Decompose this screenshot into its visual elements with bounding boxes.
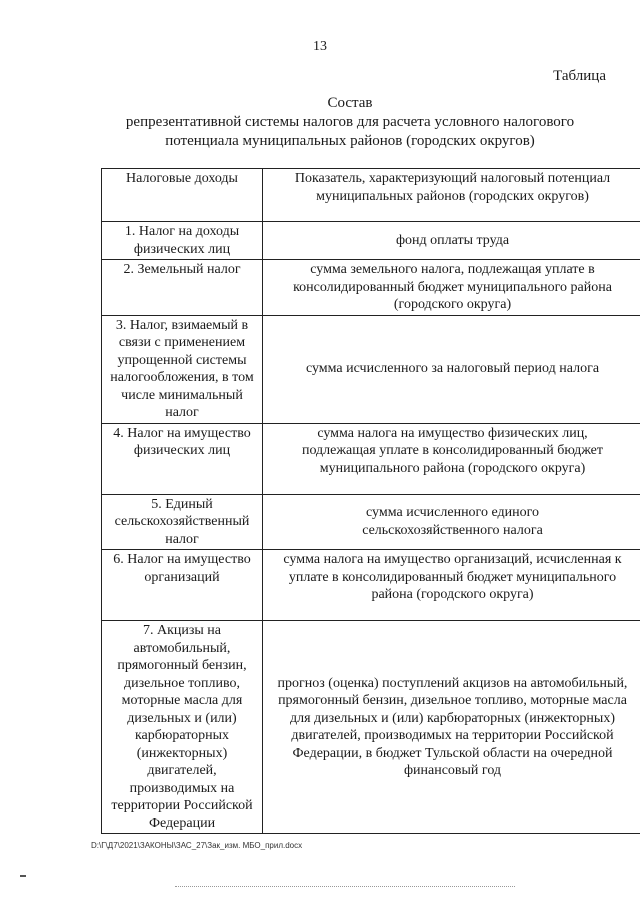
row-1-tax: 1. Налог на доходы физических лиц xyxy=(102,222,263,260)
table-label: Таблица xyxy=(553,68,606,84)
heading-line-2: репрезентативной системы налогов для расчета условного налогового xyxy=(125,114,575,130)
table-row xyxy=(102,494,640,550)
tax-system-table xyxy=(101,168,640,834)
heading-line-1: Состав xyxy=(327,95,373,111)
header-indicator: Показатель, характеризующий налоговый потенциал муниципальных районов (городских округов) xyxy=(263,169,640,222)
row-6-indicator: сумма налога на имущество организаций, исчисленная к уплате в консолидированный бюджет муниципального района (городского округа) xyxy=(263,550,640,621)
row-3-tax: 3. Налог, взимаемый в связи с применением упрощенной системы налогообложения, в том числе минимальный налог xyxy=(102,315,263,423)
table-row xyxy=(102,260,640,316)
table-row xyxy=(102,315,640,423)
scan-artifact-mark xyxy=(20,875,26,877)
row-5-indicator: сумма исчисленного единого сельскохозяйственного налога xyxy=(263,494,640,550)
table-row xyxy=(102,222,640,260)
header-tax-income: Налоговые доходы xyxy=(102,169,263,222)
row-4-indicator: сумма налога на имущество физических лиц, подлежащая уплате в консолидированный бюджет муниципального района (городского округа) xyxy=(263,423,640,494)
row-5-tax: 5. Единый сельскохозяйственный налог xyxy=(102,494,263,550)
table-row xyxy=(102,621,640,834)
table-header-row xyxy=(102,169,640,222)
scan-artifact-line xyxy=(175,886,515,887)
document-heading xyxy=(60,94,640,151)
row-3-indicator: сумма исчисленного за налоговый период налога xyxy=(263,315,640,423)
row-1-indicator: фонд оплаты труда xyxy=(263,222,640,260)
row-6-tax: 6. Налог на имущество организаций xyxy=(102,550,263,621)
page-number: 13 xyxy=(313,39,327,54)
row-2-indicator: сумма земельного налога, подлежащая уплате в консолидированный бюджет муниципального района (городского округа) xyxy=(263,260,640,316)
row-4-tax: 4. Налог на имущество физических лиц xyxy=(102,423,263,494)
table-row xyxy=(102,423,640,494)
row-7-tax: 7. Акцизы на автомобильный, прямогонный бензин, дизельное топливо, моторные масла для дизельных и (или) карбюраторных (инжекторных) двигателей, производимых на территории Российской Федерации xyxy=(102,621,263,834)
table-row xyxy=(102,550,640,621)
row-7-indicator: прогноз (оценка) поступлений акцизов на автомобильный, прямогонный бензин, дизельное топливо, моторные масла для дизельных и (или) карбюраторных (инжекторных) двигателей, производимых на территории Российской Федерации, в бюджет Тульской области на очередной финансовый год xyxy=(263,621,640,834)
heading-line-3: потенциала муниципальных районов (городских округов) xyxy=(165,133,535,149)
footer-file-path: D:\Г\Д7\2021\ЗАКОНЫ\ЗАС_27\Зак_изм. МБО_прил.docx xyxy=(91,841,303,850)
row-2-tax: 2. Земельный налог xyxy=(102,260,263,316)
